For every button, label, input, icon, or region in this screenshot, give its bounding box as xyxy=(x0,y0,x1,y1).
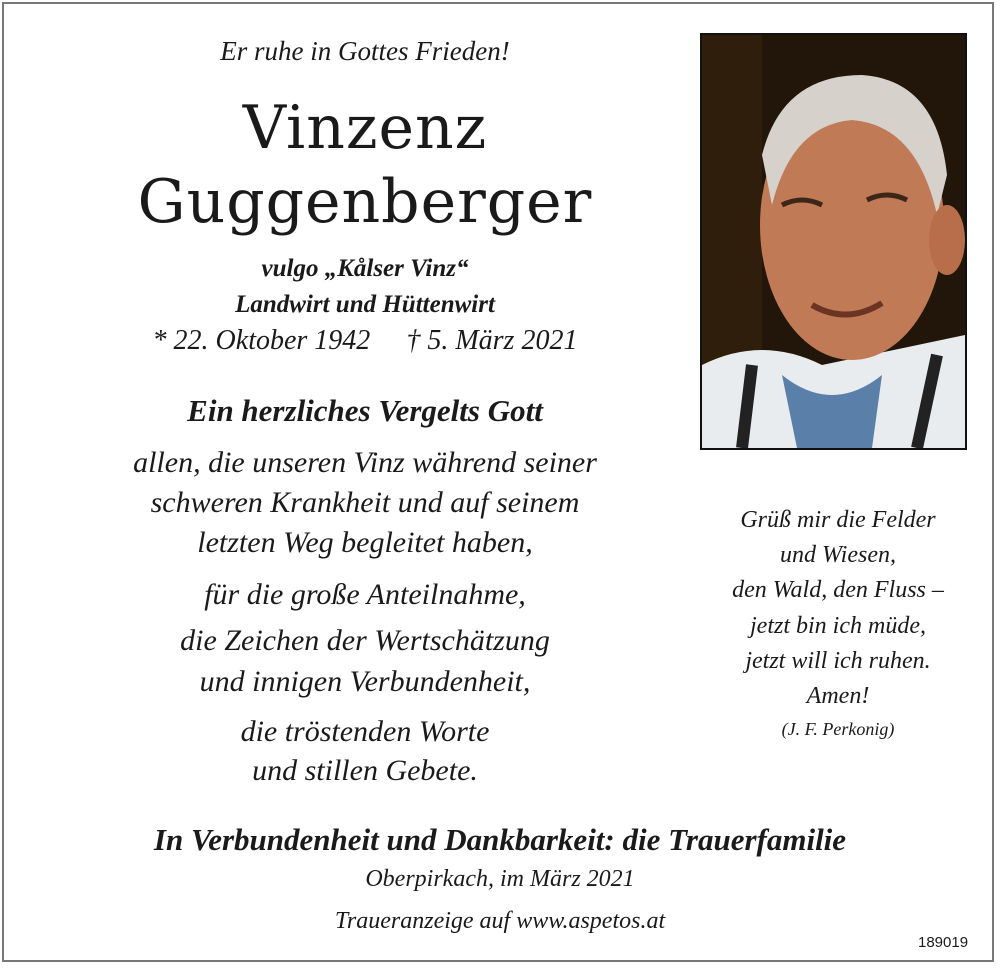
thanks-line: allen, die unseren Vinz während seiner xyxy=(133,446,597,479)
blessing: Er ruhe in Gottes Frieden! xyxy=(220,36,510,66)
thanks-line: letzten Weg begleitet haben, xyxy=(197,526,533,559)
thanks-line: die Zeichen der Wertschätzung xyxy=(180,624,550,657)
ad-code: 189019 xyxy=(918,934,969,951)
thanks-line: und stillen Gebete. xyxy=(252,754,478,787)
thanks-line: und innigen Verbundenheit, xyxy=(199,665,531,698)
first-name: Vinzenz xyxy=(242,93,488,163)
last-name: Guggenberger xyxy=(137,167,593,237)
poem-line: Grüß mir die Felder xyxy=(740,507,936,533)
place-date: Oberpirkach, im März 2021 xyxy=(365,866,635,892)
occupation: Landwirt und Hüttenwirt xyxy=(235,291,495,318)
nickname: vulgo „Kålser Vinz“ xyxy=(261,255,469,282)
poem-line: Amen! xyxy=(806,683,870,709)
poem-author: (J. F. Perkonig) xyxy=(781,719,895,739)
thanks-line: schweren Krankheit und auf seinem xyxy=(150,486,580,519)
death-date: † 5. März 2021 xyxy=(406,325,578,356)
poem-line: jetzt will ich ruhen. xyxy=(745,648,931,674)
portrait-photo xyxy=(700,33,967,450)
family-signature: In Verbundenheit und Dankbarkeit: die Trauerfamilie xyxy=(153,822,847,857)
poem-line: jetzt bin ich müde, xyxy=(750,613,926,639)
poem-line: und Wiesen, xyxy=(780,542,896,568)
thanks-line: die tröstenden Worte xyxy=(240,715,490,748)
thanks-heading: Ein herzliches Vergelts Gott xyxy=(187,393,543,428)
website-note: Traueranzeige auf www.aspetos.at xyxy=(334,908,666,934)
birth-date: * 22. Oktober 1942 xyxy=(152,325,371,356)
life-dates xyxy=(153,327,578,355)
poem-line: den Wald, den Fluss – xyxy=(732,577,944,603)
thanks-line: für die große Anteilnahme, xyxy=(204,578,526,611)
